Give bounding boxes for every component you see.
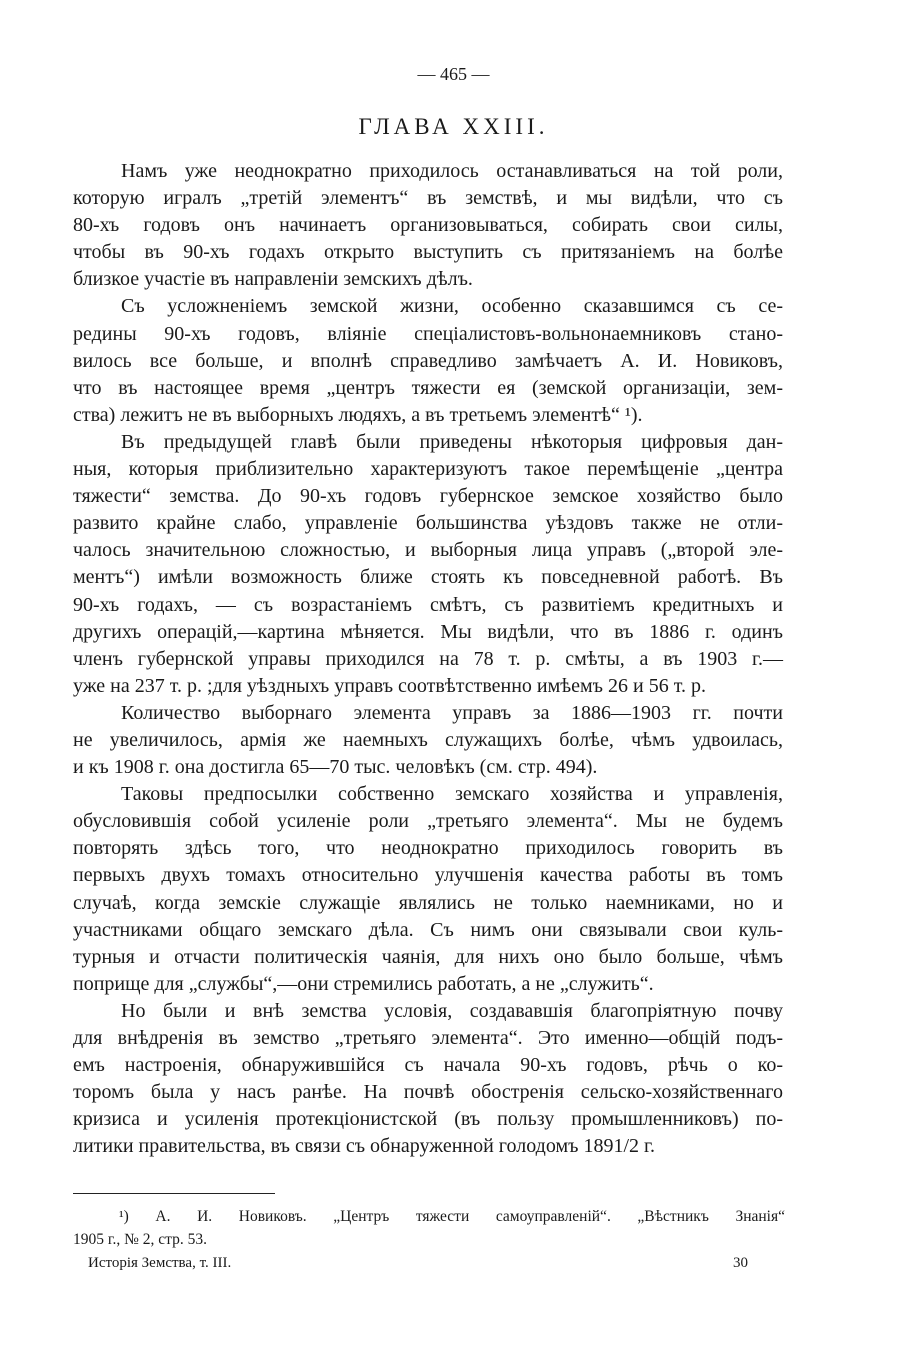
text-line: вилось все больше, и вполнѣ справедливо замѣчаетъ А. И. Новиковъ, [73,349,783,372]
text-line: 90-хъ годахъ, — съ возрастаніемъ смѣтъ, съ развитіемъ кредитныхъ и [73,593,783,616]
text-line: ства) лежитъ не въ выборныхъ людяхъ, а въ третьемъ элементѣ“ ¹). [73,403,643,426]
text-line: Таковы предпосылки собственно земскаго хозяйства и управленія, [121,783,783,806]
footnote [73,1205,785,1251]
text-line: которую игралъ „третій элементъ“ въ земствѣ, и мы видѣли, что съ [73,187,783,210]
text-line: повторять здѣсь того, что неоднократно приходилось говорить въ [73,837,783,860]
text-line: уже на 237 т. р. ;для уѣздныхъ управъ соотвѣтственно имѣемъ 26 и 56 т. р. [73,674,706,697]
text-line: ментъ“) имѣли возможность ближе стоять къ повседневной работѣ. Въ [73,566,783,589]
footnote-line: 1905 г., № 2, стр. 53. [73,1231,207,1248]
footnote-divider [73,1193,275,1194]
paragraph [73,998,783,1161]
text-line: редины 90-хъ годовъ, вліяніе спеціалистовъ-вольнонаемниковъ стано- [73,322,783,345]
text-line: чалось значительною сложностью, и выборныя лица управъ („второй эле- [73,539,783,562]
text-line: развито крайне слабо, управленіе большинства уѣздовъ также не отли- [73,512,783,535]
text-line: литики правительства, въ связи съ обнаруженной голодомъ 1891/2 г. [73,1135,655,1158]
text-line: членъ губернской управы приходился на 78 т. р. смѣты, а въ 1903 г.— [73,647,783,670]
text-line: для внѣдренія въ земство „третьяго элемента“. Это именно—общій подъ- [73,1027,783,1049]
text-line: турныя и отчасти политическія чаянія, для нихъ оно было больше, чѣмъ [73,945,783,968]
text-line: близкое участіе въ направленіи земскихъ дѣлъ. [73,268,473,291]
text-line: участниками общаго земскаго дѣла. Съ нимъ они связывали свои куль- [73,918,783,941]
text-line: поприще для „службы“,—они стремились работать, а не „служить“. [73,972,654,995]
text-line: торомъ была у насъ ранѣе. На почвѣ обостренія сельско-хозяйственнаго [73,1081,783,1104]
text-line: не увеличилось, армія же наемныхъ служащихъ болѣе, чѣмъ удвоилась, [73,728,783,751]
paragraph [73,158,783,293]
page-number: — 465 — [417,64,490,84]
signature-line: Исторія Земства, т. III. [88,1255,232,1271]
paragraph [73,429,783,700]
text-line: Но были и внѣ земства условія, создававшія благопріятную почву [121,999,783,1022]
paragraph [73,700,783,781]
text-line: обусловившія собой усиленіе роли „третьяго элемента“. Мы не будемъ [73,810,783,833]
body-text [73,158,783,1160]
text-line: тяжести“ земства. До 90-хъ годовъ губернское земское хозяйство было [73,485,783,508]
text-line: случаѣ, когда земскіе служащіе являлись не только наемниками, но и [73,891,783,914]
text-line: другихъ операцій,—картина мѣняется. Мы видѣли, что въ 1886 г. одинъ [73,620,783,643]
text-line: Намъ уже неоднократно приходилось останавливаться на той роли, [121,160,783,182]
text-line: первыхъ двухъ томахъ относительно улучшенія качества работы въ томъ [73,864,783,887]
text-line: 80-хъ годовъ онъ начинаетъ организовываться, собирать свои силы, [73,214,783,237]
text-line: кризиса и усиленія протекціонистской (въ пользу промышленниковъ) по- [73,1108,783,1131]
text-line: чтобы въ 90-хъ годахъ открыто выступить съ притязаніемъ на болѣе [73,241,783,264]
sheet-number: 30 [733,1255,748,1271]
text-line: Съ усложненіемъ земской жизни, особенно сказавшимся съ се- [121,295,783,318]
text-line: Въ предыдущей главѣ были приведены нѣкоторыя цифровыя дан- [121,430,783,453]
chapter-title: ГЛАВА XXIII. [358,114,549,139]
text-line: емъ настроенія, обнаружившійся съ начала 90-хъ годовъ, рѣчь о ко- [73,1054,783,1077]
text-line: ныя, которыя приблизительно характеризуютъ такое перемѣщеніе „центра [73,458,783,481]
text-line: что въ настоящее время „центръ тяжести ея (земской организаціи, зем- [73,376,783,399]
paragraph [73,781,783,998]
footnote-line: ¹) А. И. Новиковъ. „Центръ тяжести самоуправленій“. „Вѣстникъ Знанія“ [119,1208,785,1225]
paragraph [73,293,783,428]
text-line: Количество выборнаго элемента управъ за 1886—1903 гг. почти [121,701,783,724]
text-line: и къ 1908 г. она достигла 65—70 тыс. человѣкъ (см. стр. 494). [73,756,598,779]
